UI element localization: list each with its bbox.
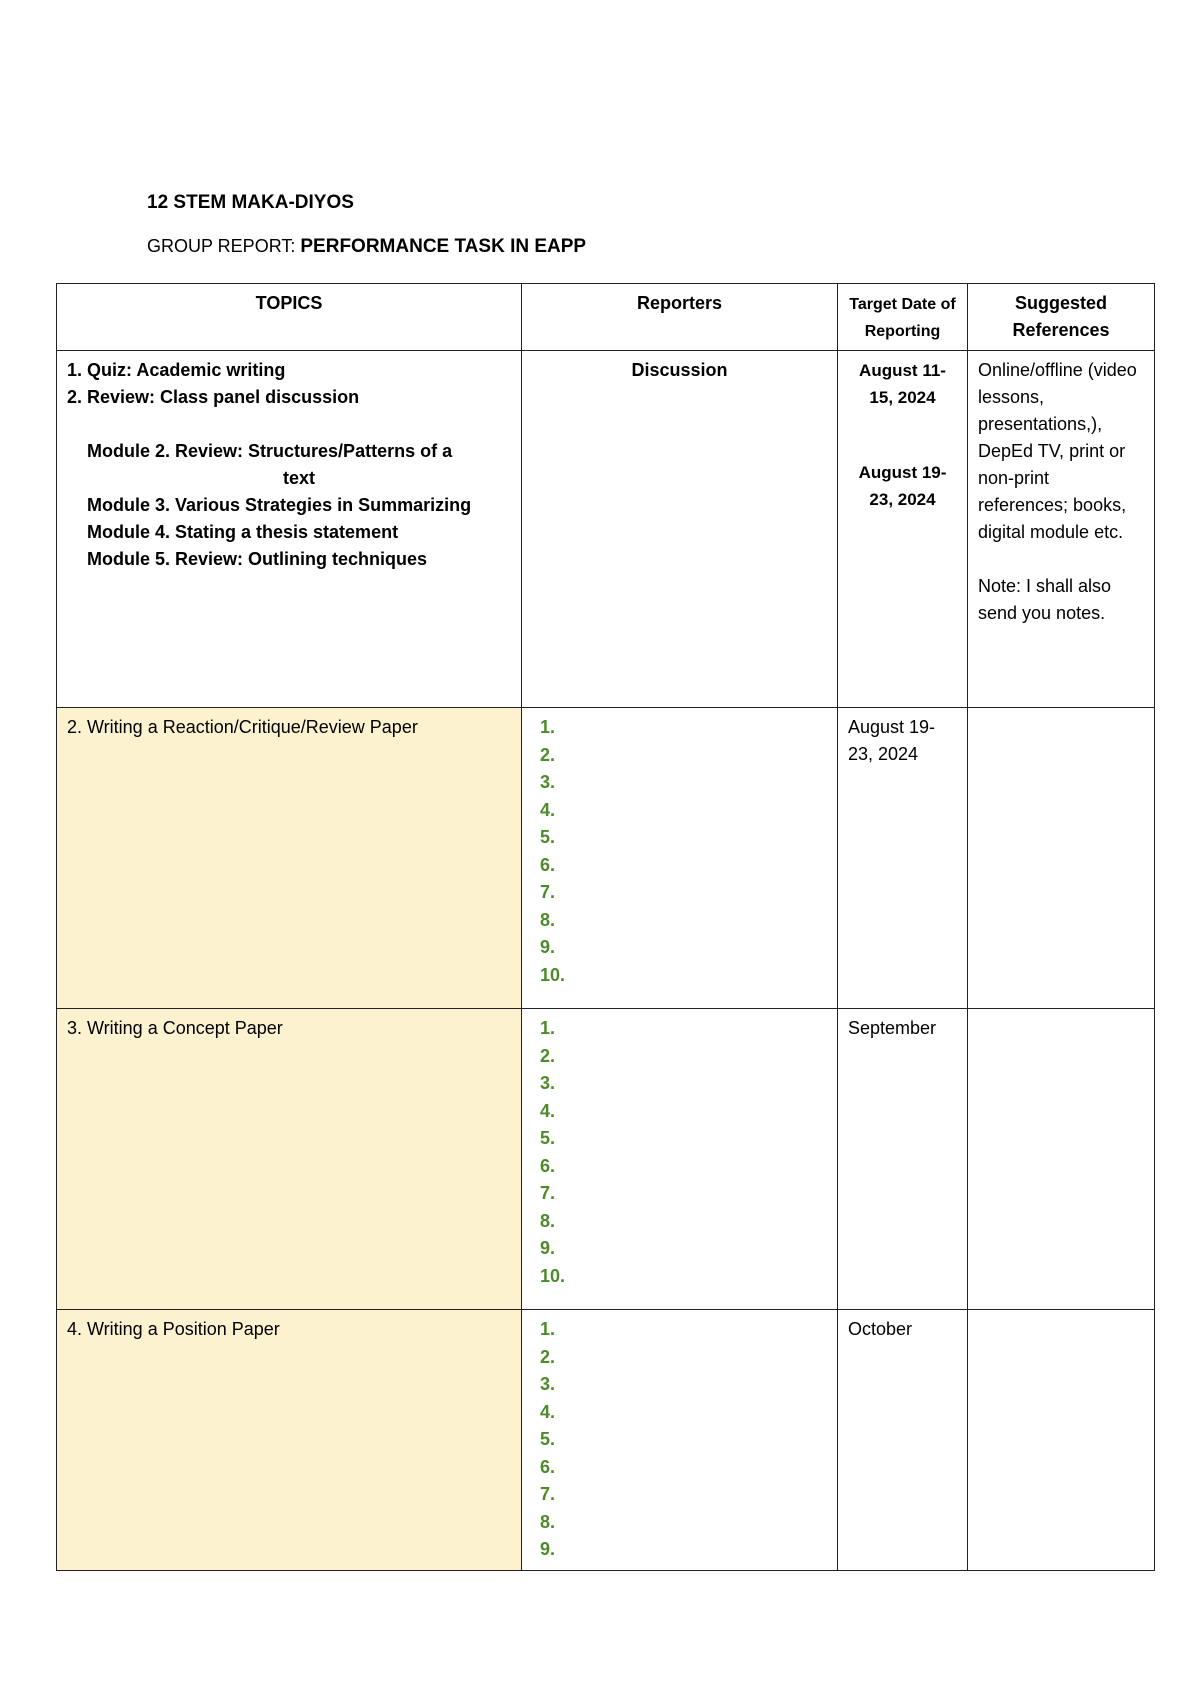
document-header: [147, 192, 586, 258]
header-reporters: Reporters: [522, 284, 838, 351]
reporter-number: 3.: [540, 1073, 556, 1093]
table-row: [57, 708, 1155, 1009]
report-title-line: [147, 236, 586, 258]
group-report-table: [56, 283, 1155, 1571]
reporter-number: 4.: [540, 1401, 556, 1422]
reporter-list: [532, 714, 827, 989]
references-cell: [968, 1009, 1155, 1310]
reporter-number: 2.: [540, 1045, 556, 1066]
module-item-continuation: text: [282, 468, 315, 488]
references-cell: [968, 351, 1155, 708]
reporter-number: 7.: [540, 882, 556, 902]
date-cell: September: [838, 1009, 968, 1310]
reporters-cell: [522, 1009, 838, 1310]
topic-cell: 2. Writing a Reaction/Critique/Review Paper: [57, 708, 522, 1009]
reporter-number: 1.: [540, 717, 556, 737]
reporter-list: [532, 1316, 827, 1564]
reporter-number: 6.: [540, 1456, 556, 1477]
reporter-number: 8.: [540, 1511, 556, 1532]
date-cell: October: [838, 1310, 968, 1571]
reporter-number: 9.: [540, 1539, 556, 1559]
date-cell: August 19-23, 2024: [838, 708, 968, 1009]
reporter-number: 2.: [540, 744, 556, 765]
reporters-discussion: Discussion: [631, 360, 728, 380]
table-row: [57, 1310, 1155, 1571]
reporter-number: 9.: [540, 1238, 556, 1258]
table-row: [57, 351, 1155, 708]
reporter-number: 6.: [540, 854, 556, 875]
table-header-row: [57, 284, 1155, 351]
topic-line: 1. Quiz: Academic writing: [67, 360, 286, 380]
module-item: Module 3. Various Strategies in Summarizing: [87, 495, 472, 515]
topic-cell: 3. Writing a Concept Paper: [57, 1009, 522, 1310]
table-row: [57, 1009, 1155, 1310]
reporters-cell: [522, 708, 838, 1009]
class-name: 12 STEM MAKA-DIYOS: [147, 192, 354, 213]
target-date: August 11-15, 2024: [859, 361, 946, 407]
reporter-number: 3.: [540, 772, 556, 792]
report-prefix: GROUP REPORT:: [147, 236, 301, 256]
reporter-number: 4.: [540, 1100, 556, 1121]
references-text: Online/offline (video lessons, presentations,), DepEd TV, print or non-print references; books, digital module etc.: [978, 360, 1137, 542]
reporter-number: 9.: [540, 937, 556, 957]
date-cell: [838, 351, 968, 708]
references-cell: [968, 708, 1155, 1009]
reporter-number: 6.: [540, 1155, 556, 1176]
reporter-number: 5.: [540, 1429, 556, 1449]
module-item: Module 5. Review: Outlining techniques: [87, 549, 428, 569]
reporter-number: 10.: [540, 1265, 566, 1286]
reporter-number: 4.: [540, 799, 556, 820]
reporter-number: 8.: [540, 1210, 556, 1231]
header-target-date: Target Date of Reporting: [838, 284, 968, 351]
reporter-number: 1.: [540, 1018, 556, 1038]
reporter-number: 7.: [540, 1183, 556, 1203]
reporter-number: 8.: [540, 909, 556, 930]
references-cell: [968, 1310, 1155, 1571]
module-item: Module 4. Stating a thesis statement: [87, 522, 399, 542]
header-topics: TOPICS: [57, 284, 522, 351]
module-item: Module 2. Review: Structures/Patterns of a: [87, 441, 453, 461]
reporters-cell: [522, 1310, 838, 1571]
reporter-number: 10.: [540, 964, 566, 985]
module-list: [67, 438, 511, 573]
topic-line: 2. Review: Class panel discussion: [67, 387, 360, 407]
report-title: PERFORMANCE TASK IN EAPP: [300, 236, 587, 257]
reporter-number: 5.: [540, 827, 556, 847]
reporter-list: [532, 1015, 827, 1290]
reporters-cell: [522, 351, 838, 708]
target-date: August 19-23, 2024: [858, 463, 947, 509]
references-note: Note: I shall also send you notes.: [978, 576, 1112, 623]
header-suggested-references: Suggested References: [968, 284, 1155, 351]
reporter-number: 7.: [540, 1484, 556, 1504]
topic-cell: 4. Writing a Position Paper: [57, 1310, 522, 1571]
reporter-number: 5.: [540, 1128, 556, 1148]
reporter-number: 2.: [540, 1346, 556, 1367]
reporter-number: 3.: [540, 1374, 556, 1394]
topic-cell: [57, 351, 522, 708]
reporter-number: 1.: [540, 1319, 556, 1339]
